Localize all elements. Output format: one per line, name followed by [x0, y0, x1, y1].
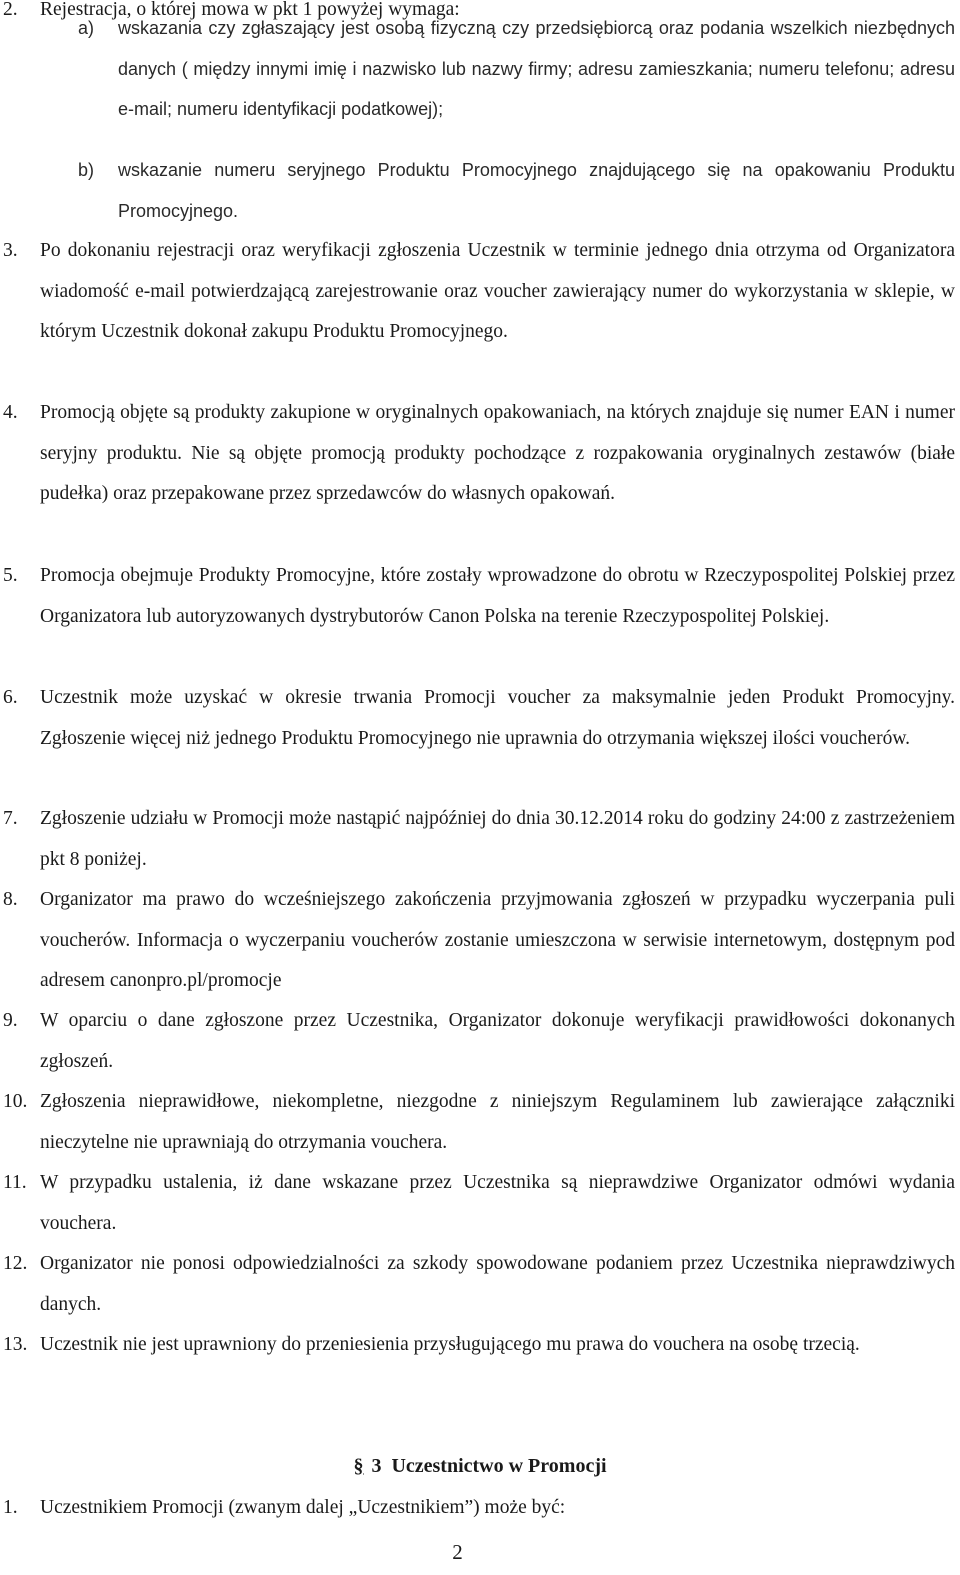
list-text: Organizator nie ponosi odpowiedzialności za szkody spowodowane podaniem przez Uczestnika nieprawdziwych danych. [40, 1253, 955, 1315]
list-number: 9. [3, 1010, 18, 1031]
list-item-5 [0, 556, 955, 678]
list-number: 7. [3, 808, 18, 829]
sub-item-text: wskazanie numeru seryjnego Produktu Promocyjnego znajdującego się na opakowaniu Produktu Promocyjnego. [118, 160, 955, 221]
list-item-8 [0, 880, 955, 1002]
list-text: Uczestnik nie jest uprawniony do przeniesienia przysługującego mu prawa do vouchera na osobę trzecią. [40, 1334, 860, 1355]
list-number: 10. [3, 1091, 28, 1112]
list-text: Uczestnikiem Promocji (zwanym dalej „Uczestnikiem”) może być: [40, 1497, 566, 1518]
list-text: Zgłoszenie udziału w Promocji może nastąpić najpóźniej do dnia 30.12.2014 roku do godziny 24:00 z zastrzeżeniem pkt 8 poniżej. [40, 808, 955, 870]
list-item-4 [0, 393, 955, 556]
sub-item-text: wskazania czy zgłaszający jest osobą fizyczną czy przedsiębiorcą oraz podania wszelkich niezbędnych danych ( między innymi imię i nazwisko lub nazwy firmy; adresu zamieszkania; numeru telefonu; adresu e-mail; numeru identyfikacji podatkowej); [118, 18, 955, 120]
list-item-7 [0, 799, 955, 880]
list-text: W oparciu o dane zgłoszone przez Uczestnika, Organizator dokonuje weryfikacji prawidłowości dokonanych zgłoszeń. [40, 1010, 955, 1072]
section-list-item-1 [0, 1488, 955, 1529]
list-text: Zgłoszenia nieprawidłowe, niekompletne, niezgodne z niniejszym Regulaminem lub zawierające załączniki nieczytelne nie uprawniają do otrzymania vouchera. [40, 1091, 955, 1153]
list-text: Organizator ma prawo do wcześniejszego zakończenia przyjmowania zgłoszeń w przypadku wyczerpania puli voucherów. Informacja o wyczerpaniu voucherów zostanie umieszczona w serwisie internetowym, dostępnym pod adresem canonpro.pl/promocje [40, 889, 955, 992]
list-number: 13. [3, 1334, 28, 1355]
list-number: 11. [3, 1172, 27, 1193]
list-number: 8. [3, 889, 18, 910]
sub-item-letter: b) [78, 160, 95, 180]
section-symbol: § [353, 1455, 364, 1477]
list-item-13 [0, 1325, 955, 1406]
list-item-12 [0, 1244, 955, 1325]
list-item-11 [0, 1163, 955, 1244]
list-number: 5. [3, 565, 18, 586]
section-heading [0, 1448, 960, 1484]
list-text: Po dokonaniu rejestracji oraz weryfikacji zgłoszenia Uczestnik w terminie jednego dnia otrzyma od Organizatora wiadomość e-mail potwierdzającą zarejestrowanie oraz voucher zawierający numer do wykorzystania w sklepie, w którym Uczestnik dokonał zakupu Produktu Promocyjnego. [40, 240, 955, 343]
list-text: Uczestnik może uzyskać w okresie trwania Promocji voucher za maksymalnie jeden Produkt Promocyjny. Zgłoszenie więcej niż jednego Produktu Promocyjnego nie uprawnia do otrzymania większej ilości voucherów. [40, 687, 955, 749]
sub-item-a [78, 8, 955, 130]
list-number: 3. [3, 240, 18, 261]
list-text: W przypadku ustalenia, iż dane wskazane przez Uczestnika są nieprawdziwe Organizator odmówi wydania vouchera. [40, 1172, 955, 1234]
list-item-10 [0, 1082, 955, 1163]
list-number: 1. [3, 1497, 18, 1518]
list-number: 4. [3, 402, 18, 423]
sub-item-letter: a) [78, 18, 95, 38]
list-item-9 [0, 1001, 955, 1082]
list-number: 6. [3, 687, 18, 708]
section-number: 3 [371, 1455, 382, 1477]
list-text: Promocja obejmuje Produkty Promocyjne, które zostały wprowadzone do obrotu w Rzeczypospolitej Polskiej przez Organizatora lub autoryzowanych dystrybutorów Canon Polska na terenie Rzeczypospolitej Polskiej. [40, 565, 955, 627]
list-item-6 [0, 678, 955, 800]
list-number: 2. [3, 0, 18, 20]
page-number: 2 [452, 1540, 463, 1564]
list-text: Promocją objęte są produkty zakupione w oryginalnych opakowaniach, na których znajduje się numer EAN i numer seryjny produktu. Nie są objęte promocją produkty pochodzące z rozpakowania oryginalnych zestawów (białe pudełka) oraz przepakowane przez sprzedawców do własnych opakowań. [40, 402, 955, 505]
list-item-3 [0, 231, 955, 394]
section-title: Uczestnictwo w Promocji [391, 1455, 607, 1477]
list-number: 12. [3, 1253, 28, 1274]
sub-item-b [78, 150, 955, 231]
list-text: Rejestracja, o której mowa w pkt 1 powyżej wymaga: [40, 0, 460, 20]
